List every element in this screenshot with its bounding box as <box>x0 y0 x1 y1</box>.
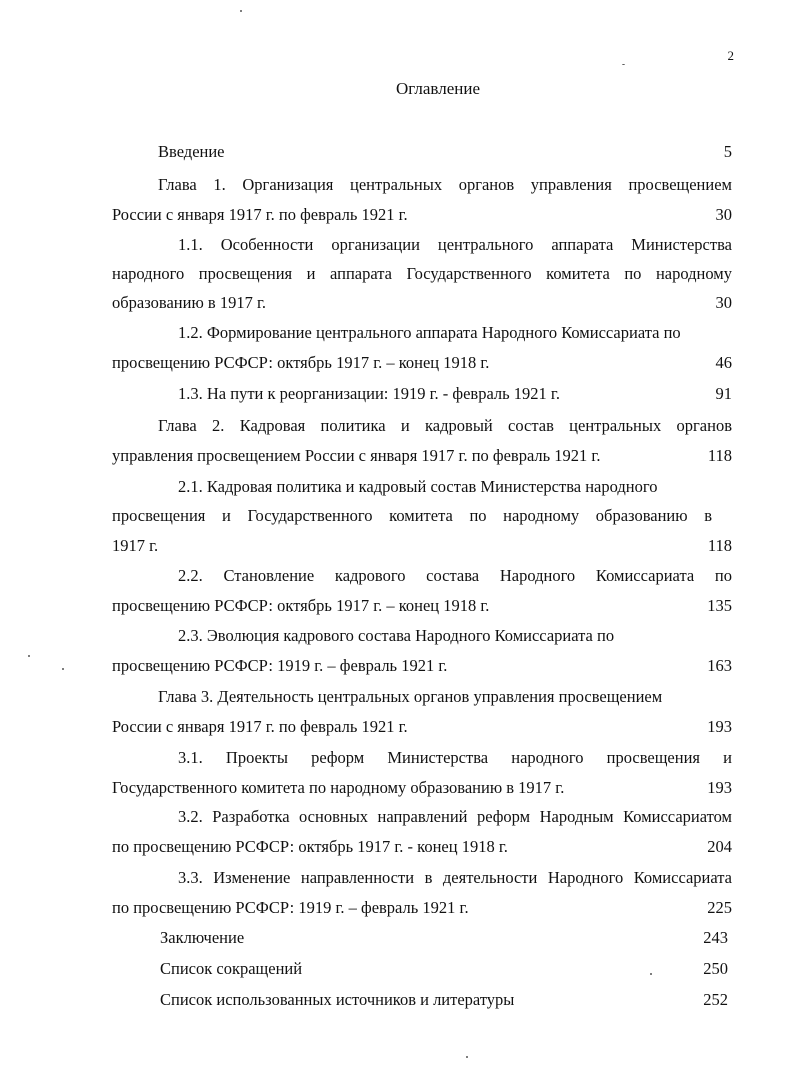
toc-page-section-2-3: 163 <box>707 656 732 675</box>
toc-section-2-2-line-2: просвещению РСФСР: октябрь 1917 г. – конец 1918 г. <box>112 596 490 615</box>
toc-entry-abbreviations: Список сокращений <box>160 959 303 978</box>
toc-page-section-3-3: 225 <box>707 898 732 917</box>
toc-page-abbreviations: 250 <box>703 959 728 978</box>
toc-section-1-1-line-1: 1.1. Особенности организации центрального аппарата Министерства <box>178 235 732 254</box>
scan-speck <box>240 10 242 12</box>
toc-section-2-3-line-1: 2.3. Эволюция кадрового состава Народного Комиссариата по <box>178 626 615 645</box>
toc-page-chapter-2: 118 <box>707 446 732 465</box>
toc-section-1-2-line-2: просвещению РСФСР: октябрь 1917 г. – конец 1918 г. <box>112 353 490 372</box>
toc-section-2-1-line-3: 1917 г. <box>112 536 159 555</box>
toc-section-3-2-line-2: по просвещению РСФСР: октябрь 1917 г. - конец 1918 г. <box>112 837 508 856</box>
scan-speck <box>466 1056 468 1058</box>
toc-section-3-2-line-1: 3.2. Разработка основных направлений реформ Народным Комиссариатом <box>178 807 732 826</box>
toc-section-1-3-line-1: 1.3. На пути к реорганизации: 1919 г. - февраль 1921 г. <box>178 384 560 403</box>
scan-speck <box>622 64 625 65</box>
toc-chapter-2-line-2: управления просвещением России с января 1917 г. по февраль 1921 г. <box>112 446 601 465</box>
toc-section-3-3-line-2: по просвещению РСФСР: 1919 г. – февраль 1921 г. <box>112 898 469 917</box>
toc-page-section-2-1: 118 <box>707 536 732 555</box>
toc-page-chapter-1: 30 <box>715 205 732 224</box>
toc-page-section-2-2: 135 <box>707 596 732 615</box>
toc-section-3-3-line-1: 3.3. Изменение направленности в деятельности Народного Комиссариата <box>178 868 732 887</box>
toc-page-conclusion: 243 <box>703 928 728 947</box>
toc-entry-sources: Список использованных источников и литературы <box>160 990 515 1009</box>
toc-page-chapter-3: 193 <box>707 717 732 736</box>
toc-section-1-1-line-3: образованию в 1917 г. <box>112 293 266 312</box>
scan-speck <box>28 655 30 657</box>
toc-section-3-1-line-2: Государственного комитета по народному образованию в 1917 г. <box>112 778 565 797</box>
scan-speck <box>650 973 652 975</box>
toc-section-3-1-line-1: 3.1. Проекты реформ Министерства народного просвещения и <box>178 748 732 767</box>
toc-chapter-1-line-1: Глава 1. Организация центральных органов управления просвещением <box>158 175 732 194</box>
toc-section-2-1-line-1: 2.1. Кадровая политика и кадровый состав Министерства народного <box>178 477 658 496</box>
toc-chapter-2-line-1: Глава 2. Кадровая политика и кадровый состав центральных органов <box>158 416 732 435</box>
toc-section-1-1-line-2: народного просвещения и аппарата Государственного комитета по народному <box>112 264 732 283</box>
page-number: 2 <box>727 48 734 63</box>
toc-section-2-3-line-2: просвещению РСФСР: 1919 г. – февраль 1921 г. <box>112 656 448 675</box>
toc-page-section-1-1: 30 <box>715 293 732 312</box>
toc-chapter-3-line-1: Глава 3. Деятельность центральных органов управления просвещением <box>158 687 663 706</box>
toc-page-sources: 252 <box>703 990 728 1009</box>
scan-speck <box>62 668 64 670</box>
toc-chapter-1-line-2: России с января 1917 г. по февраль 1921 г. <box>112 205 408 224</box>
toc-page-section-1-2: 46 <box>715 353 732 372</box>
toc-chapter-3-line-2: России с января 1917 г. по февраль 1921 г. <box>112 717 408 736</box>
toc-page-section-3-2: 204 <box>707 837 732 856</box>
toc-entry-conclusion: Заключение <box>160 928 245 947</box>
toc-page-section-1-3: 91 <box>715 384 732 403</box>
toc-page-section-3-1: 193 <box>707 778 732 797</box>
toc-title: Оглавление <box>396 79 480 98</box>
toc-page-intro: 5 <box>723 142 732 161</box>
toc-section-2-1-line-2: просвещения и Государственного комитета по народному образованию в <box>112 506 712 525</box>
toc-section-2-2-line-1: 2.2. Становление кадрового состава Народного Комиссариата по <box>178 566 732 585</box>
toc-entry-intro: Введение <box>158 142 225 161</box>
toc-section-1-2-line-1: 1.2. Формирование центрального аппарата Народного Комиссариата по <box>178 323 681 342</box>
